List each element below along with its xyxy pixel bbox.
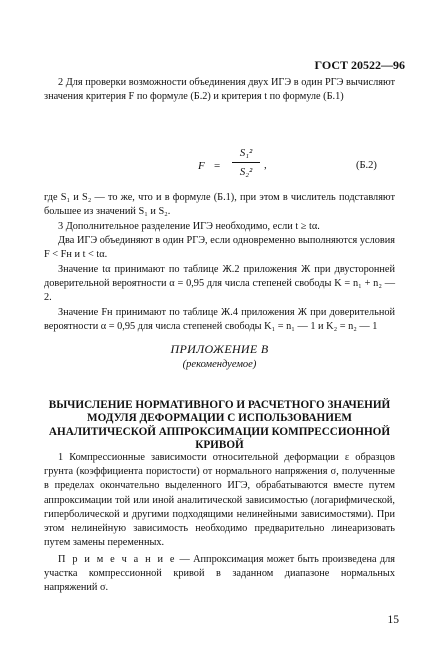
formula-equals: = [214, 160, 221, 172]
appendix-title: ПРИЛОЖЕНИЕ В [170, 342, 269, 356]
formula-denominator: S₂² [239, 166, 253, 178]
paragraph-c1: 1 Компрессионные зависимости относительной деформации ε образцов грунта (коэффициента пористости) от нормального напряжения σ, полученные в пределах окончательно выделенного ИГЭ, обрабатываются вместе путем аппроксимации той или иной аналитической зависимостью (логарифмической, гиперболической и другими подходящими нелинейными зависимостями). При этом нелинейную зависимость необходимо предварительно линеаризовать путем замены переменных. [44, 452, 395, 549]
formula-lhs: F [198, 160, 205, 172]
formula-comma: , [264, 159, 267, 171]
section-title: ВЫЧИСЛЕНИЕ НОРМАТИВНОГО И РАСЧЕТНОГО ЗНАЧЕНИЙ МОДУЛЯ ДЕФОРМАЦИИ С ИСПОЛЬЗОВАНИЕМ АНАЛИТИЧЕСКОЙ АППРОКСИМАЦИИ КОМПРЕССИОННОЙ КРИВОЙ [48, 399, 391, 452]
fraction-bar [232, 162, 260, 163]
page-number: 15 [387, 614, 399, 626]
formula-b2 [0, 145, 439, 193]
paragraph-t-value: Значение tα принимают по таблице Ж.2 приложения Ж при двусторонней доверительной вероятности α = 0,95 для числа степеней свободы K = n₁ + n₂ — 2. [44, 264, 395, 304]
note-label: П р и м е ч а н и е [58, 554, 177, 565]
formula-number: (Б.2) [356, 160, 377, 171]
paragraph-where: где S₁ и S₂ — то же, что и в формуле (Б.1), при этом в числитель подставляют большее из значений S₁ и S₂. [44, 192, 395, 218]
formula-fraction [232, 145, 260, 180]
paragraph-3: 3 Дополнительное разделение ИГЭ необходимо, если t ≥ tα. [58, 221, 320, 232]
paragraph-f-value: Значение Fн принимают по таблице Ж.4 приложения Ж при доверительной вероятности α = 0,95 для числа степеней свободы K₁ = n₁ — 1 и K₂ = n₂ — 1 [44, 307, 395, 333]
appendix-subtitle: (рекомендуемое) [182, 359, 257, 370]
paragraph-b2-intro: 2 Для проверки возможности объединения двух ИГЭ в один РГЭ вычисляют значения критерия F по формуле (Б.2) и критерия t по формуле (Б.1) [44, 77, 395, 103]
note-paragraph [44, 553, 395, 596]
note-text: — Аппроксимация может быть произведена для участка компрессионной кривой в заданном диапазоне нормальных напряжений σ. [44, 554, 396, 594]
formula-numerator: S₁² [239, 147, 253, 159]
paragraph-merge: Два ИГЭ объединяют в один РГЭ, если одновременно выполняются условия F < Fн и t < tα. [44, 235, 395, 261]
standard-header: ГОСТ 20522—96 [314, 58, 405, 72]
